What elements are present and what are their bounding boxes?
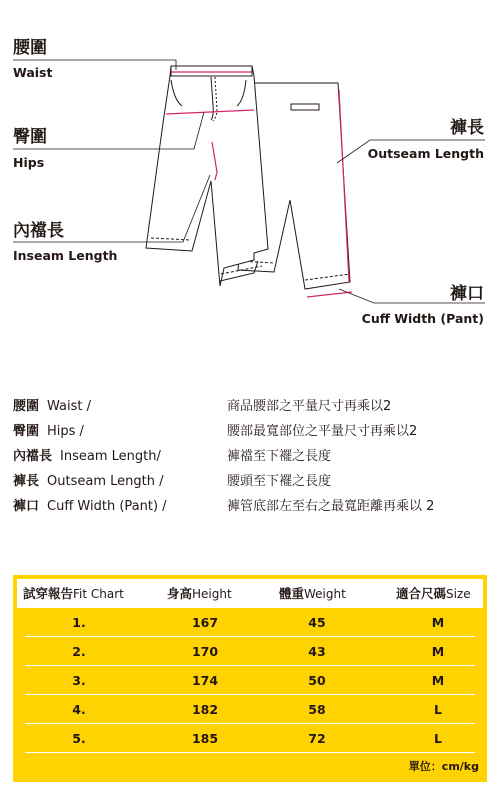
term-en: Inseam Length/ [60,449,161,464]
size-cell: M [431,644,445,659]
term-en: Waist / [47,399,91,414]
cuff-title: 褲口 [450,284,484,304]
term-zh: 腰圍 [13,399,40,414]
row-divider [25,752,475,753]
definition-desc: 褲管底部左至右之最寬距離再乘以 2 [227,499,435,514]
size-cell: M [431,615,445,630]
term-en: Hips / [47,424,84,439]
definition-desc: 褲襠至下襬之長度 [227,449,332,464]
weight-cell: 43 [308,644,326,659]
table-row [13,695,487,724]
term-zh: 臀圍 [13,424,40,439]
row-number: 2. [72,644,86,659]
inseam-title: 內襠長 [13,221,64,241]
definition-term [13,445,161,465]
hips-label: Hips [13,155,45,170]
header-weight: 體重Weight [279,586,346,601]
inseam-label: Inseam Length [13,248,118,263]
term-zh: 褲長 [13,474,40,489]
weight-cell: 50 [308,673,326,688]
definition-term [13,470,163,490]
term-en: Outseam Length / [47,474,164,489]
table-row [13,666,487,695]
size-cell: L [434,731,442,746]
pants-illustration [0,0,500,340]
outseam-label: Outseam Length [367,146,484,161]
weight-cell: 72 [308,731,326,746]
height-cell: 167 [191,615,219,630]
definition-term [13,495,167,515]
outseam-title: 褲長 [450,118,484,138]
hips-title: 臀圍 [13,127,47,147]
fit-chart-table [13,575,487,782]
header-size: 適合尺碼Size [396,586,471,601]
pants-measurement-diagram [0,0,500,340]
table-row [13,608,487,637]
height-cell: 182 [191,702,219,717]
cuff-label: Cuff Width (Pant) [361,311,484,326]
term-zh: 內襠長 [13,449,53,464]
row-number: 1. [72,615,86,630]
row-number: 3. [72,673,86,688]
header-fit-chart: 試穿報告Fit Chart [23,586,124,601]
term-zh: 褲口 [13,499,40,514]
term-en: Cuff Width (Pant) / [47,499,167,514]
definition-desc: 腰頭至下襬之長度 [227,474,332,489]
height-cell: 185 [191,731,219,746]
unit-note: 單位：cm/kg [408,760,479,773]
weight-cell: 58 [308,702,326,717]
waist-label: Waist [13,65,53,80]
weight-cell: 45 [308,615,326,630]
definition-desc: 腰部最寬部位之平量尺寸再乘以2 [227,424,418,439]
size-cell: L [434,702,442,717]
definition-term [13,420,84,440]
height-cell: 170 [191,644,219,659]
definition-term [13,395,91,415]
waist-title: 腰圍 [13,38,47,58]
header-height: 身高Height [167,586,232,601]
height-cell: 174 [191,673,219,688]
definition-desc: 商品腰部之平量尺寸再乘以2 [227,399,392,414]
row-number: 5. [72,731,86,746]
table-row [13,637,487,666]
table-row [13,724,487,753]
size-cell: M [431,673,445,688]
table-header [17,579,483,608]
row-number: 4. [72,702,86,717]
